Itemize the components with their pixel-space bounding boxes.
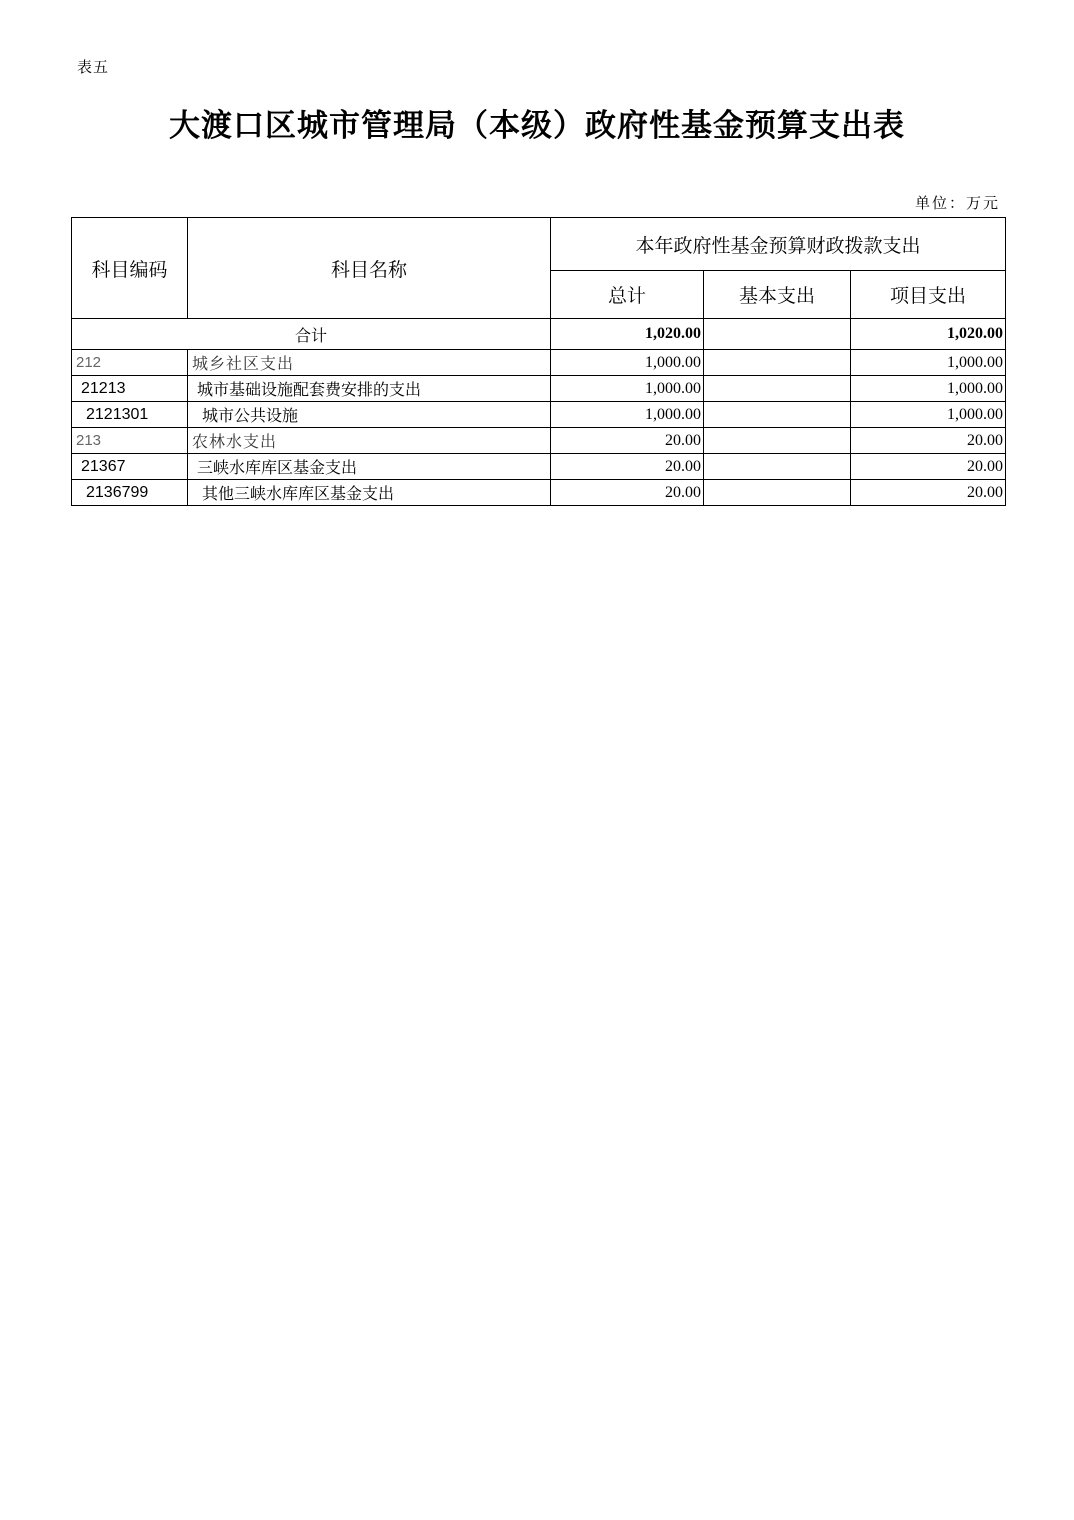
document-title: 大渡口区城市管理局（本级）政府性基金预算支出表: [169, 108, 905, 144]
row-basic: [704, 428, 851, 454]
row-project: 20.00: [851, 454, 1006, 480]
table-row: [72, 480, 1006, 506]
row-total: 1,000.00: [551, 376, 704, 402]
table-row: [72, 454, 1006, 480]
row-name: 其他三峡水库库区基金支出: [188, 480, 551, 506]
header-total: 总计: [551, 271, 704, 319]
table-row: [72, 402, 1006, 428]
table-row: [72, 350, 1006, 376]
header-subject-code: 科目编码: [72, 218, 188, 319]
row-code: 212: [72, 350, 188, 376]
row-basic: [704, 350, 851, 376]
header-subject-name: 科目名称: [188, 218, 551, 319]
unit-label: 单位：万元: [914, 194, 1000, 212]
table-row: [72, 428, 1006, 454]
row-total: 20.00: [551, 480, 704, 506]
row-project: 1,000.00: [851, 350, 1006, 376]
row-name: 城乡社区支出: [188, 350, 551, 376]
row-code: 21213: [72, 376, 188, 402]
row-basic: [704, 454, 851, 480]
row-basic: [704, 480, 851, 506]
header-project-expenditure: 项目支出: [851, 271, 1006, 319]
total-row-total: 1,020.00: [551, 319, 704, 350]
row-name: 城市基础设施配套费安排的支出: [188, 376, 551, 402]
row-code: 213: [72, 428, 188, 454]
row-code: 21367: [72, 454, 188, 480]
row-project: 20.00: [851, 480, 1006, 506]
row-total: 1,000.00: [551, 402, 704, 428]
row-project: 1,000.00: [851, 376, 1006, 402]
total-row: [72, 319, 1006, 350]
header-basic-expenditure: 基本支出: [704, 271, 851, 319]
row-project: 20.00: [851, 428, 1006, 454]
row-total: 20.00: [551, 428, 704, 454]
row-project: 1,000.00: [851, 402, 1006, 428]
row-total: 1,000.00: [551, 350, 704, 376]
total-row-project: 1,020.00: [851, 319, 1006, 350]
row-name: 三峡水库库区基金支出: [188, 454, 551, 480]
row-basic: [704, 376, 851, 402]
header-group-fund-expenditure: 本年政府性基金预算财政拨款支出: [551, 218, 1006, 271]
row-code: 2136799: [72, 480, 188, 506]
row-name: 城市公共设施: [188, 402, 551, 428]
row-basic: [704, 402, 851, 428]
row-name: 农林水支出: [188, 428, 551, 454]
total-row-basic: [704, 319, 851, 350]
total-label: 合计: [72, 319, 551, 350]
table-number-label: 表五: [77, 58, 110, 76]
row-total: 20.00: [551, 454, 704, 480]
budget-table: [71, 217, 1006, 506]
row-code: 2121301: [72, 402, 188, 428]
table-row: [72, 376, 1006, 402]
